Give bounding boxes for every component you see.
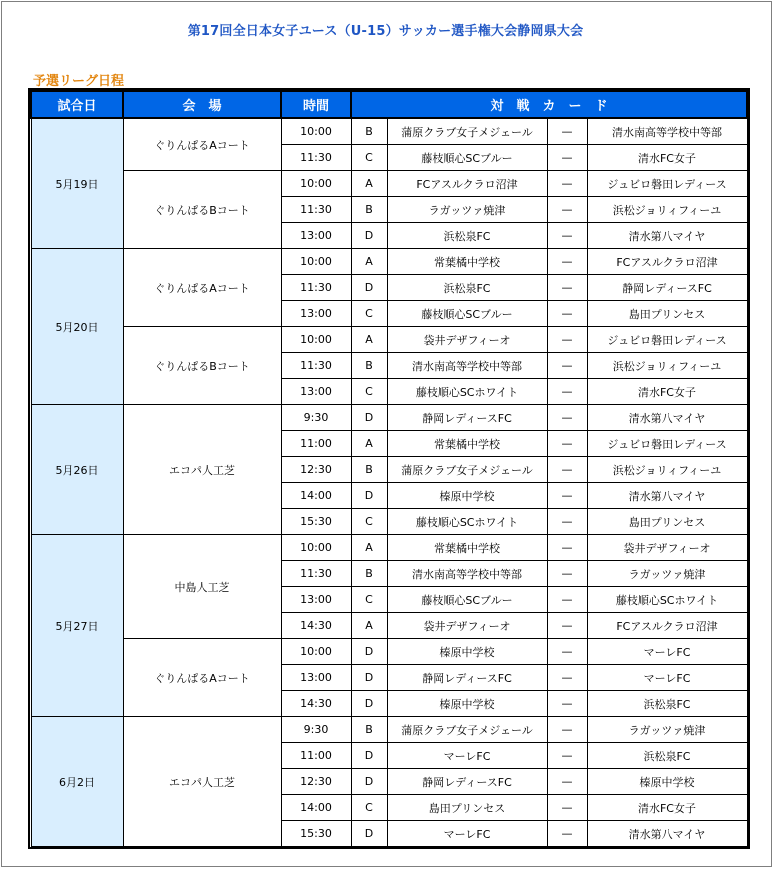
- match-group: D: [351, 639, 387, 665]
- dash: —: [547, 353, 587, 379]
- match-group: C: [351, 301, 387, 327]
- away-team: 島田プリンセス: [587, 301, 747, 327]
- table-row: [31, 171, 747, 197]
- away-team: ジュビロ磐田レディース: [587, 171, 747, 197]
- away-team: ラガッツァ焼津: [587, 561, 747, 587]
- match-time: 13:00: [281, 587, 351, 613]
- match-time: 14:00: [281, 483, 351, 509]
- home-team: 浜松泉FC: [387, 223, 547, 249]
- home-team: ラガッツァ焼津: [387, 197, 547, 223]
- dash: —: [547, 561, 587, 587]
- match-group: B: [351, 197, 387, 223]
- home-team: 袋井デザフィーオ: [387, 327, 547, 353]
- header-date: 試合日: [31, 91, 123, 118]
- home-team: 蒲原クラブ女子メジェール: [387, 717, 547, 743]
- match-time: 9:30: [281, 717, 351, 743]
- dash: —: [547, 327, 587, 353]
- schedule-body: [31, 118, 747, 847]
- table-row: [31, 535, 747, 561]
- dash: —: [547, 223, 587, 249]
- away-team: 清水第八マイヤ: [587, 483, 747, 509]
- home-team: 島田プリンセス: [387, 795, 547, 821]
- match-group: A: [351, 431, 387, 457]
- match-time: 12:30: [281, 769, 351, 795]
- away-team: マーレFC: [587, 665, 747, 691]
- header-venue: 会 場: [123, 91, 281, 118]
- match-group: C: [351, 795, 387, 821]
- dash: —: [547, 301, 587, 327]
- header-match: 対 戦 カ ー ド: [351, 91, 747, 118]
- away-team: ジュビロ磐田レディース: [587, 431, 747, 457]
- match-group: B: [351, 118, 387, 145]
- away-team: 清水第八マイヤ: [587, 223, 747, 249]
- match-time: 10:00: [281, 535, 351, 561]
- away-team: 浜松泉FC: [587, 743, 747, 769]
- home-team: 藤枝順心SCブルー: [387, 145, 547, 171]
- home-team: 蒲原クラブ女子メジェール: [387, 457, 547, 483]
- match-time: 11:30: [281, 353, 351, 379]
- match-time: 14:00: [281, 795, 351, 821]
- dash: —: [547, 613, 587, 639]
- away-team: 榛原中学校: [587, 769, 747, 795]
- match-time: 10:00: [281, 249, 351, 275]
- match-time: 10:00: [281, 327, 351, 353]
- dash: —: [547, 379, 587, 405]
- dash: —: [547, 145, 587, 171]
- match-time: 11:00: [281, 743, 351, 769]
- dash: —: [547, 769, 587, 795]
- away-team: 浜松泉FC: [587, 691, 747, 717]
- home-team: 藤枝順心SCブルー: [387, 587, 547, 613]
- match-group: D: [351, 405, 387, 431]
- match-group: D: [351, 223, 387, 249]
- away-team: 袋井デザフィーオ: [587, 535, 747, 561]
- match-date: 5月27日: [31, 535, 123, 717]
- match-time: 13:00: [281, 665, 351, 691]
- dash: —: [547, 795, 587, 821]
- venue-name: ぐりんぱるAコート: [123, 639, 281, 717]
- match-time: 11:30: [281, 197, 351, 223]
- venue-name: ぐりんぱるBコート: [123, 327, 281, 405]
- away-team: 清水南高等学校中等部: [587, 118, 747, 145]
- venue-name: ぐりんぱるBコート: [123, 171, 281, 249]
- dash: —: [547, 587, 587, 613]
- dash: —: [547, 275, 587, 301]
- venue-name: ぐりんぱるAコート: [123, 118, 281, 171]
- match-group: A: [351, 535, 387, 561]
- dash: —: [547, 457, 587, 483]
- away-team: マーレFC: [587, 639, 747, 665]
- match-group: C: [351, 509, 387, 535]
- match-time: 10:00: [281, 171, 351, 197]
- away-team: ジュビロ磐田レディース: [587, 327, 747, 353]
- dash: —: [547, 639, 587, 665]
- match-group: C: [351, 145, 387, 171]
- match-group: D: [351, 665, 387, 691]
- dash: —: [547, 509, 587, 535]
- home-team: 榛原中学校: [387, 639, 547, 665]
- away-team: 清水第八マイヤ: [587, 405, 747, 431]
- match-time: 15:30: [281, 821, 351, 847]
- home-team: 常葉橘中学校: [387, 249, 547, 275]
- home-team: FCアスルクラロ沼津: [387, 171, 547, 197]
- home-team: 藤枝順心SCホワイト: [387, 379, 547, 405]
- match-date: 5月20日: [31, 249, 123, 405]
- table-row: [31, 405, 747, 431]
- match-time: 11:30: [281, 145, 351, 171]
- match-time: 10:00: [281, 639, 351, 665]
- match-time: 13:00: [281, 301, 351, 327]
- match-time: 15:30: [281, 509, 351, 535]
- dash: —: [547, 821, 587, 847]
- dash: —: [547, 665, 587, 691]
- dash: —: [547, 171, 587, 197]
- home-team: マーレFC: [387, 743, 547, 769]
- match-group: A: [351, 249, 387, 275]
- away-team: 清水FC女子: [587, 795, 747, 821]
- home-team: 静岡レディースFC: [387, 665, 547, 691]
- dash: —: [547, 535, 587, 561]
- match-time: 11:00: [281, 431, 351, 457]
- dash: —: [547, 405, 587, 431]
- match-time: 10:00: [281, 118, 351, 145]
- match-group: B: [351, 561, 387, 587]
- away-team: 清水第八マイヤ: [587, 821, 747, 847]
- match-group: A: [351, 613, 387, 639]
- away-team: ラガッツァ焼津: [587, 717, 747, 743]
- match-date: 5月26日: [31, 405, 123, 535]
- dash: —: [547, 483, 587, 509]
- away-team: 浜松ジョリィフィーユ: [587, 197, 747, 223]
- table-row: [31, 118, 747, 145]
- match-group: A: [351, 171, 387, 197]
- match-group: D: [351, 483, 387, 509]
- away-team: 浜松ジョリィフィーユ: [587, 457, 747, 483]
- away-team: 島田プリンセス: [587, 509, 747, 535]
- match-time: 12:30: [281, 457, 351, 483]
- page-title: 第17回全日本女子ユース（U-15）サッカー選手権大会静岡県大会: [187, 24, 584, 39]
- match-group: B: [351, 457, 387, 483]
- home-team: 浜松泉FC: [387, 275, 547, 301]
- dash: —: [547, 717, 587, 743]
- match-group: C: [351, 587, 387, 613]
- schedule-table: [30, 90, 748, 847]
- header-time: 時間: [281, 91, 351, 118]
- match-group: D: [351, 691, 387, 717]
- match-group: D: [351, 821, 387, 847]
- home-team: 常葉橘中学校: [387, 431, 547, 457]
- away-team: 浜松ジョリィフィーユ: [587, 353, 747, 379]
- match-time: 11:30: [281, 561, 351, 587]
- dash: —: [547, 197, 587, 223]
- table-row: [31, 717, 747, 743]
- header-row: [31, 91, 747, 118]
- table-row: [31, 639, 747, 665]
- match-time: 11:30: [281, 275, 351, 301]
- match-group: B: [351, 717, 387, 743]
- away-team: 静岡レディースFC: [587, 275, 747, 301]
- home-team: 蒲原クラブ女子メジェール: [387, 118, 547, 145]
- away-team: FCアスルクラロ沼津: [587, 249, 747, 275]
- match-time: 13:00: [281, 223, 351, 249]
- venue-name: ぐりんぱるAコート: [123, 249, 281, 327]
- match-time: 14:30: [281, 691, 351, 717]
- table-row: [31, 327, 747, 353]
- home-team: 清水南高等学校中等部: [387, 561, 547, 587]
- dash: —: [547, 249, 587, 275]
- away-team: 藤枝順心SCホワイト: [587, 587, 747, 613]
- home-team: 榛原中学校: [387, 691, 547, 717]
- match-group: D: [351, 769, 387, 795]
- home-team: 静岡レディースFC: [387, 769, 547, 795]
- match-time: 9:30: [281, 405, 351, 431]
- home-team: 静岡レディースFC: [387, 405, 547, 431]
- home-team: 清水南高等学校中等部: [387, 353, 547, 379]
- match-group: D: [351, 275, 387, 301]
- match-group: B: [351, 353, 387, 379]
- table-row: [31, 249, 747, 275]
- dash: —: [547, 118, 587, 145]
- section-title: 予選リーグ日程: [33, 74, 125, 89]
- dash: —: [547, 743, 587, 769]
- home-team: マーレFC: [387, 821, 547, 847]
- match-time: 13:00: [281, 379, 351, 405]
- home-team: 榛原中学校: [387, 483, 547, 509]
- match-group: A: [351, 327, 387, 353]
- venue-name: 中島人工芝: [123, 535, 281, 639]
- home-team: 藤枝順心SCホワイト: [387, 509, 547, 535]
- home-team: 藤枝順心SCブルー: [387, 301, 547, 327]
- match-group: D: [351, 743, 387, 769]
- match-date: 5月19日: [31, 118, 123, 249]
- match-date: 6月2日: [31, 717, 123, 847]
- home-team: 袋井デザフィーオ: [387, 613, 547, 639]
- dash: —: [547, 431, 587, 457]
- home-team: 常葉橘中学校: [387, 535, 547, 561]
- match-time: 14:30: [281, 613, 351, 639]
- dash: —: [547, 691, 587, 717]
- match-group: C: [351, 379, 387, 405]
- away-team: 清水FC女子: [587, 379, 747, 405]
- venue-name: エコパ人工芝: [123, 717, 281, 847]
- away-team: FCアスルクラロ沼津: [587, 613, 747, 639]
- away-team: 清水FC女子: [587, 145, 747, 171]
- venue-name: エコパ人工芝: [123, 405, 281, 535]
